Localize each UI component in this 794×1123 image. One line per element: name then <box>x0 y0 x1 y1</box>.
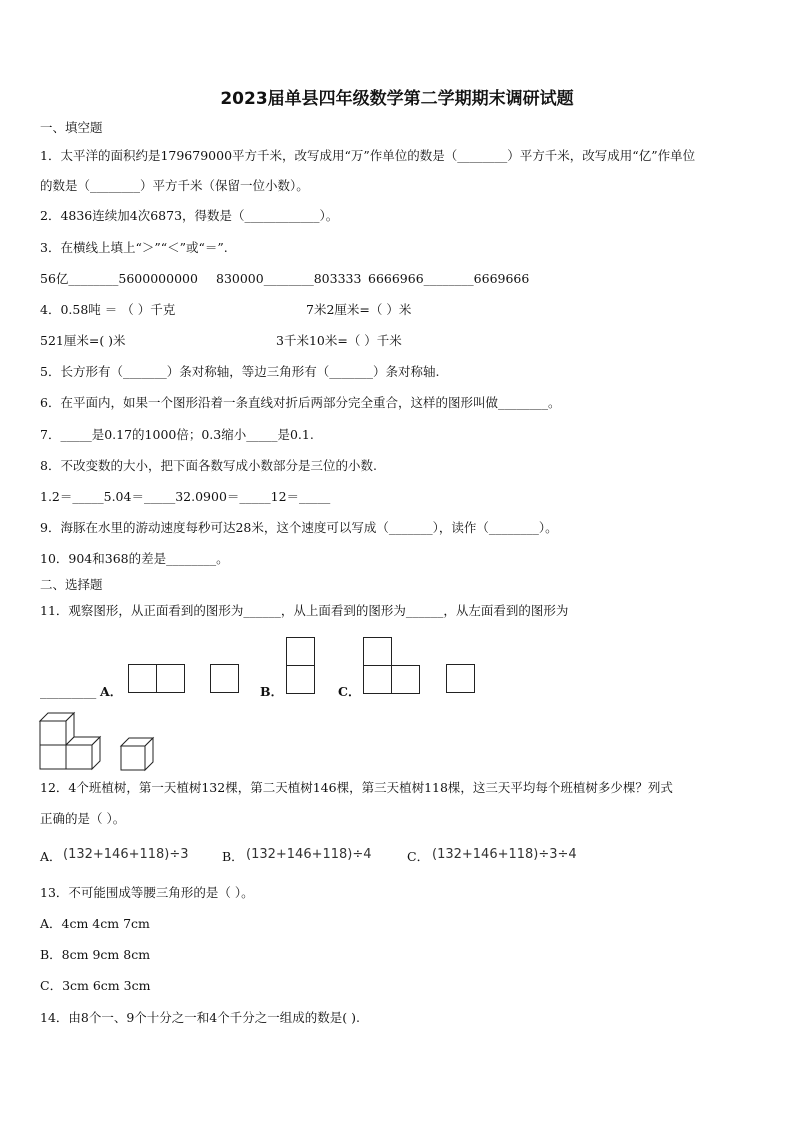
question-13-option-b: B．8cm 9cm 8cm <box>40 947 151 962</box>
question-13-option-c: C．3cm 6cm 3cm <box>40 978 151 993</box>
question-8: 8．不改变数的大小，把下面各数写成小数部分是三位的小数. <box>40 458 377 473</box>
question-2: 2．4836连续加4次6873，得数是（____________）。 <box>40 208 339 223</box>
question-12-line-1: 12．4个班植树，第一天植树132棵，第二天植树146棵，第三天植树118棵，这三天平均每个班植树多少棵？列式 <box>40 780 673 795</box>
question-8-items: 1.2＝_____5.04＝_____32.0900＝_____12＝_____ <box>40 489 331 504</box>
single-cube-figure <box>120 737 156 773</box>
question-3-item-c: 6666966________6669666 <box>368 271 530 286</box>
question-12-option-b-expr: (132+146+118)÷4 <box>246 847 372 862</box>
question-13-option-a: A．4cm 4cm 7cm <box>40 916 150 931</box>
page-title: 2023届单县四年级数学第二学期期末调研试题 <box>220 89 574 109</box>
question-12-option-c-expr: (132+146+118)÷3÷4 <box>432 847 577 862</box>
option-c-label: C． <box>338 684 361 699</box>
option-a-extra-square <box>210 664 242 696</box>
question-12-option-a-label: A． <box>40 849 62 864</box>
option-a-label: A． <box>100 684 123 699</box>
question-12-option-c-label: C． <box>407 849 430 864</box>
question-1-line-1: 1．太平洋的面积约是179679000平方千米，改写成用“万”作单位的数是（________）平方千米，改写成用“亿”作单位 <box>40 148 696 163</box>
question-12-line-2: 正确的是（ ）。 <box>40 811 126 826</box>
option-b-label: B． <box>260 684 284 699</box>
question-5: 5．长方形有（_______）条对称轴，等边三角形有（_______）条对称轴. <box>40 364 440 379</box>
question-11: 11．观察图形，从正面看到的图形为______，从上面看到的图形为______，从左面看到的图形为 <box>40 603 569 618</box>
question-4-item-d: 3千米10米=（ ）千米 <box>276 333 402 348</box>
question-12-option-a-expr: (132+146+118)÷3 <box>63 847 189 862</box>
question-11-blank: _________ <box>40 684 97 699</box>
option-b-figure <box>286 637 318 697</box>
section-heading-fill-in: 一、填空题 <box>40 120 103 135</box>
question-6: 6．在平面内，如果一个图形沿着一条直线对折后两部分完全重合，这样的图形叫做________。 <box>40 395 561 410</box>
question-12-option-b-label: B． <box>222 849 244 864</box>
question-3-item-b: 830000________803333 <box>216 271 362 286</box>
question-10: 10．904和368的差是________。 <box>40 551 229 566</box>
question-4-item-c: 521厘米=( )米 <box>40 333 126 348</box>
option-c-extra-square <box>446 664 478 696</box>
question-4-item-b: 7米2厘米=（ ）米 <box>306 302 412 317</box>
question-13: 13．不可能围成等腰三角形的是（ ）。 <box>40 885 254 900</box>
question-9: 9．海豚在水里的游动速度每秒可达28米，这个速度可以写成（_______），读作（________）。 <box>40 520 558 535</box>
question-7: 7．_____是0.17的1000倍；0.3缩小_____是0.1. <box>40 427 314 442</box>
section-heading-choice: 二、选择题 <box>40 577 103 592</box>
cube-stack-figure <box>39 711 103 773</box>
question-3-item-a: 56亿________5600000000 <box>40 271 198 286</box>
question-14: 14．由8个一、9个十分之一和4个千分之一组成的数是( ). <box>40 1010 360 1025</box>
option-c-figure <box>363 637 423 697</box>
question-4-item-a: 4．0.58吨 ＝ （ ）千克 <box>40 302 176 317</box>
question-1-line-2: 的数是（________）平方千米（保留一位小数）。 <box>40 178 309 193</box>
option-a-figure <box>128 664 188 696</box>
question-3: 3．在横线上填上“＞”“＜”或“＝”. <box>40 240 228 255</box>
